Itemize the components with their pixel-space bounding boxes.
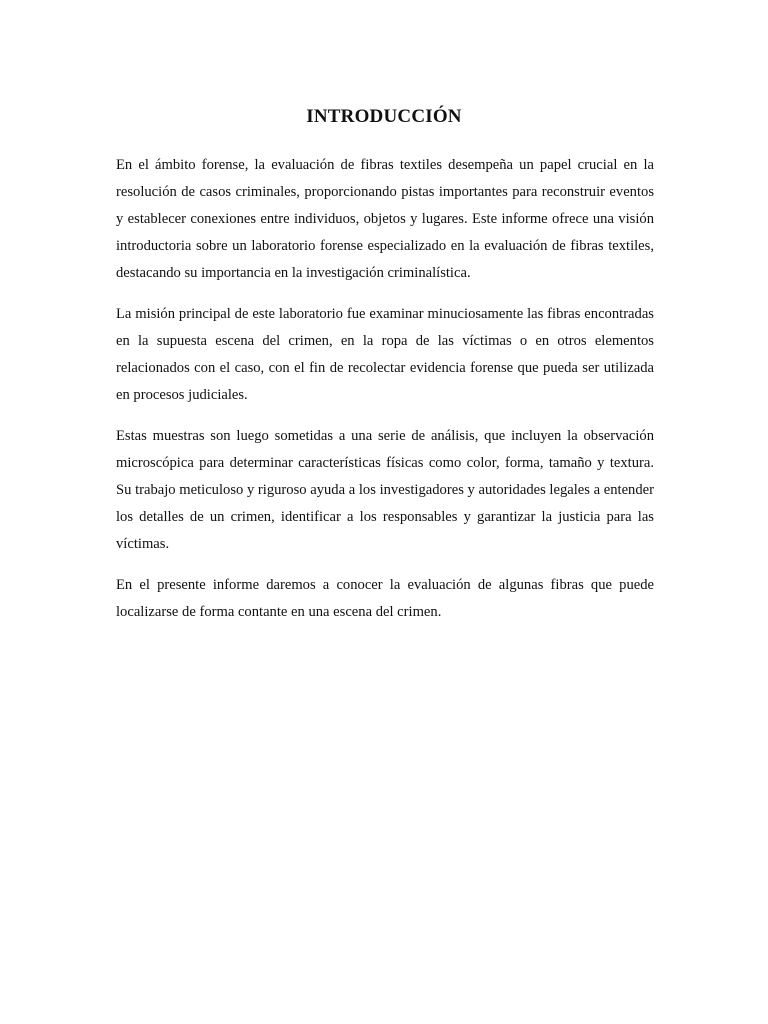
document-body xyxy=(116,152,654,640)
paragraph-4: En el presente informe daremos a conocer la evaluación de algunas fibras que puede localizarse de forma contante en una escena del crimen. xyxy=(116,577,654,620)
paragraph-3: Estas muestras son luego sometidas a una serie de análisis, que incluyen la observación microscópica para determinar características físicas como color, forma, tamaño y textura. Su trabajo meticuloso y riguroso ayuda a los investigadores y autoridades legales a entender los detalles de un crimen, identificar a los responsables y garantizar la justicia para las víctimas. xyxy=(116,428,654,552)
paragraph-1: En el ámbito forense, la evaluación de fibras textiles desempeña un papel crucial en la resolución de casos criminales, proporcionando pistas importantes para reconstruir eventos y establecer conexiones entre individuos, objetos y lugares. Este informe ofrece una visión introductoria sobre un laboratorio forense especializado en la evaluación de fibras textiles, destacando su importancia en la investigación criminalística. xyxy=(116,157,654,281)
paragraph-2: La misión principal de este laboratorio fue examinar minuciosamente las fibras encontradas en la supuesta escena del crimen, en la ropa de las víctimas o en otros elementos relacionados con el caso, con el fin de recolectar evidencia forense que pueda ser utilizada en procesos judiciales. xyxy=(116,306,654,403)
page-title: INTRODUCCIÓN xyxy=(306,106,462,127)
